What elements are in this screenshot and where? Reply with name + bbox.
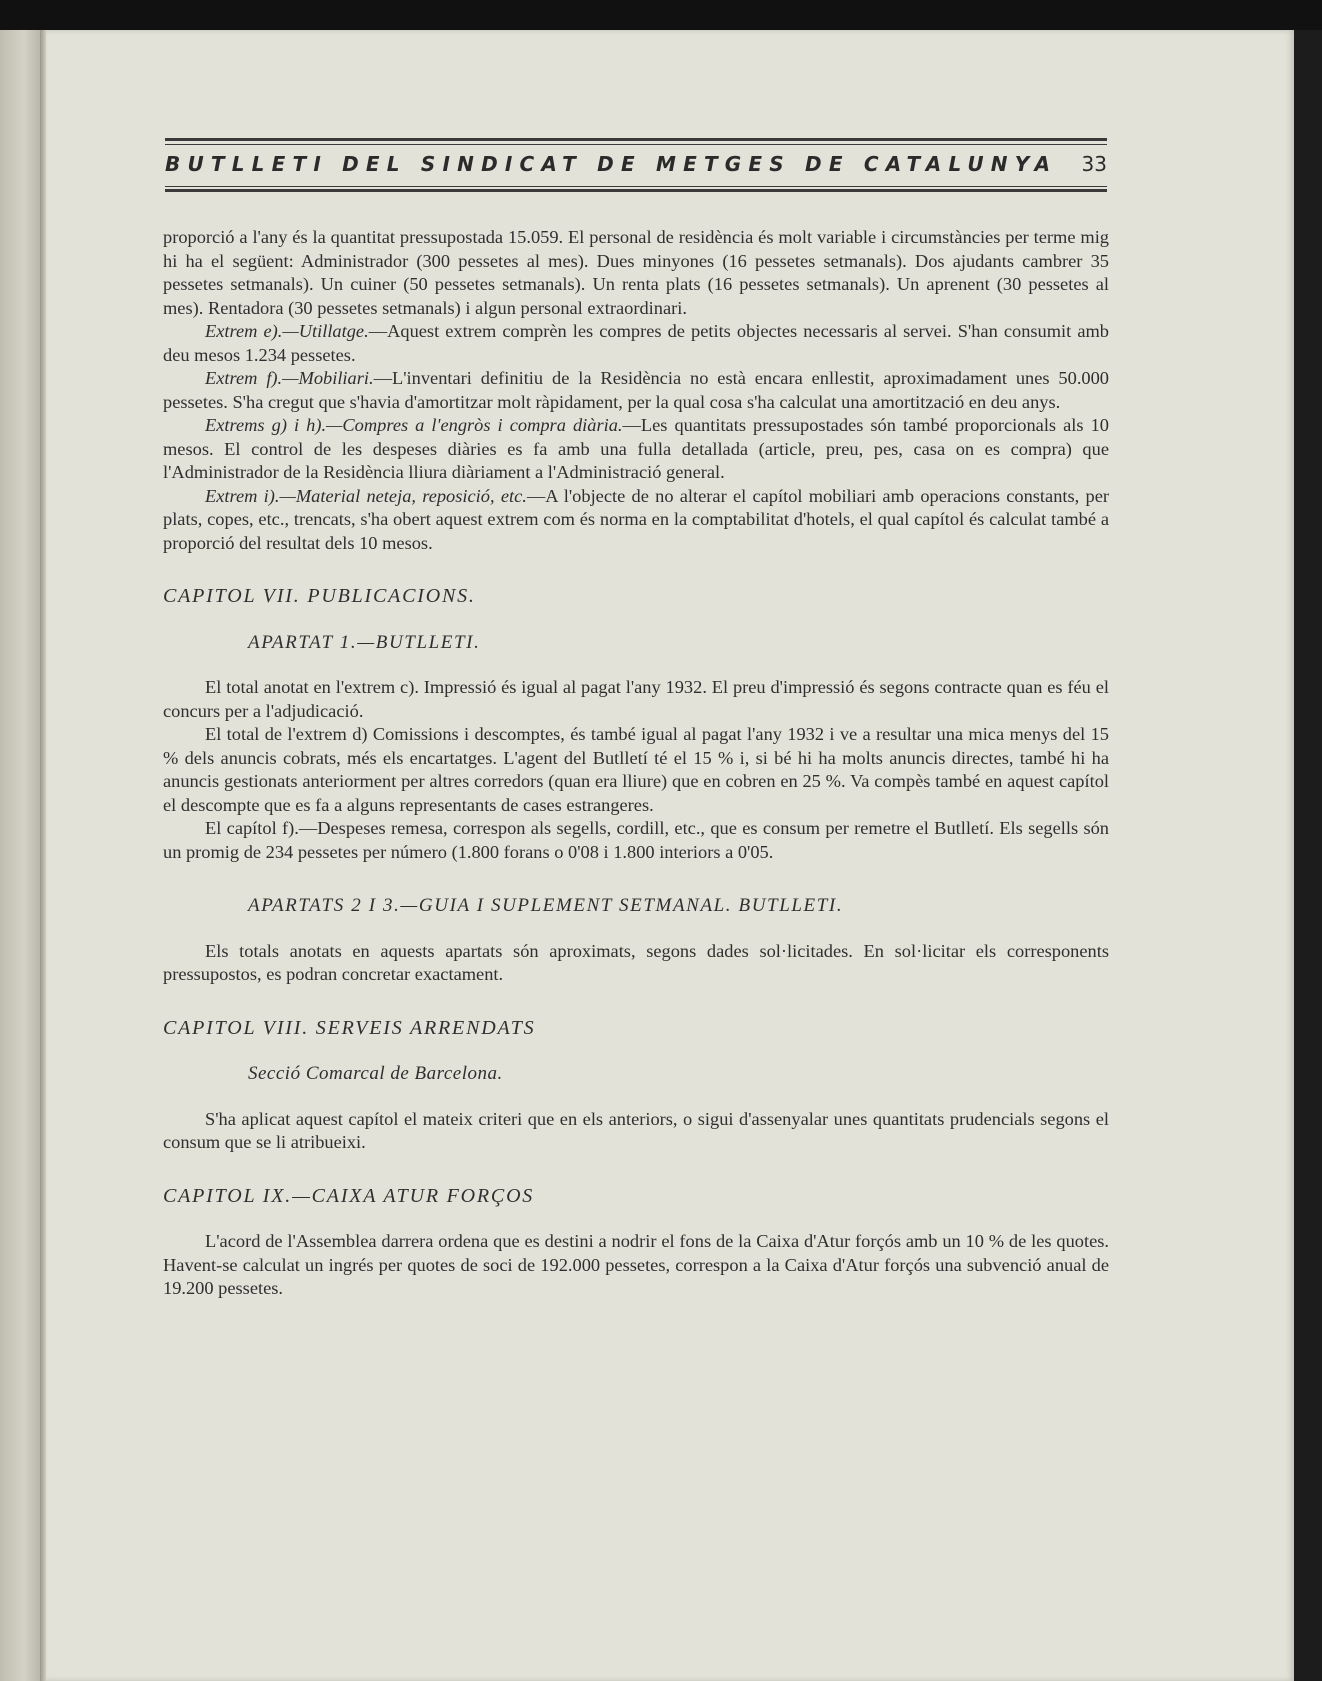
heading-apartats-2-3: APARTATS 2 I 3.—GUIA I SUPLEMENT SETMANAL. BUTLLETI. xyxy=(248,895,844,916)
paragraph-extrems-g-h xyxy=(163,414,1109,485)
heading-apartat-1: APARTAT 1.—BUTLLETI. xyxy=(248,631,481,653)
paragraph-remesa: El capítol f).—Despeses remesa, correspon als segells, cordill, etc., que es consum per remetre el Butlletí. Els segells són un promig de 234 pessetes per número (1.800 forans o 0'08 i 1.800 interiors a 0'05. xyxy=(163,818,1109,862)
paragraph-personal: proporció a l'any és la quantitat pressupostada 15.059. El personal de residència és molt variable i circumstàncies per terme mig hi ha el següent: Administrador (300 pessetes al mes). Dues minyones (16 pessetes setmanals). Dos ajudants cambrer 35 pessetes setmanals). Un cuiner (50 pessetes setmanals). Un renta plats (16 pessetes setmanals). Un aprenent (30 pessetes al mes). Rentadora (30 pessetes setmanals) i algun personal extraordinari. xyxy=(163,227,1109,318)
paragraph-extrem-f xyxy=(163,367,1109,414)
header-rule-top-thin xyxy=(165,144,1107,145)
header-rule-bottom-thin xyxy=(165,186,1107,187)
extrem-f-label: Extrem f).—Mobiliari. xyxy=(205,368,374,388)
extrem-e-text: —Aquest extrem comprèn les compres de petits objectes necessaris al servei. S'han consumit amb deu mesos 1.234 pessetes. xyxy=(163,321,1109,365)
scan-top-border xyxy=(0,0,1322,30)
paragraph-comissions: El total de l'extrem d) Comissions i descomptes, és també igual al pagat l'any 1932 i ve a resultar una mica menys del 15 % dels anuncis cobrats, més els encartatges. L'agent del Butlletí té el 15 % i, si bé hi ha molts anuncis directes, també hi ha anuncis gestionats anteriorment per altres corredors (quan era lliure) que en cobren en 25 %. Va compès també en aquest capítol el descompte que es fa a alguns representants de cases estrangeres. xyxy=(163,724,1109,815)
extrems-g-h-label: Extrems g) i h).—Compres a l'engròs i compra diària. xyxy=(205,415,623,435)
paragraph-caixa-atur: L'acord de l'Assemblea darrera ordena que es destini a nodrir el fons de la Caixa d'Atur forçós amb un 10 % de les quotes. Havent-se calculat un ingrés per quotes de soci de 192.000 pessetes, correspon a la Caixa d'Atur forçós una subvenció anual de 19.200 pessetes. xyxy=(163,1231,1109,1298)
journal-title: BUTLLETI DEL SINDICAT DE METGES DE CATALUNYA xyxy=(165,152,1058,176)
heading-capitol-vii: CAPITOL VII. PUBLICACIONS. xyxy=(163,585,476,607)
paragraph-extrem-i xyxy=(163,485,1109,556)
heading-capitol-viii: CAPITOL VIII. SERVEIS ARRENDATS xyxy=(163,1016,536,1039)
extrem-e-label: Extrem e).—Utillatge. xyxy=(205,321,369,341)
running-header xyxy=(165,138,1107,196)
extrems-g-h-text: —Les quantitats pressupostades són també proporcionals als 10 mesos. El control de les despeses diàries es fa amb una fulla detallada (article, preu, pes, casa on es compra) que l'Administrador de la Residència lliura diàriament a l'Administració general. xyxy=(163,415,1109,482)
heading-capitol-ix: CAPITOL IX.—CAIXA ATUR FORÇOS xyxy=(163,1184,535,1207)
page-number: 33 xyxy=(1081,152,1107,176)
header-rule-top xyxy=(165,138,1107,141)
scan-right-border xyxy=(1294,30,1322,1681)
header-rule-bottom xyxy=(165,189,1107,192)
paragraph-extrem-e xyxy=(163,320,1109,367)
extrem-f-text: —L'inventari definitiu de la Residència no està encara enllestit, aproximadament unes 50.000 pessetes. S'ha cregut que s'havia d'amortitzar molt ràpidament, per la qual cosa s'ha calculat una amortització en deu anys. xyxy=(163,368,1110,412)
paragraph-impressio: El total anotat en l'extrem c). Impressió és igual al pagat l'any 1932. El preu d'impressió és segons contracte quan es féu el concurs per a l'adjudicació. xyxy=(163,677,1109,721)
page-body xyxy=(163,226,1109,1301)
paragraph-serveis-criteri: S'ha aplicat aquest capítol el mateix criteri que en els anteriors, o sigui d'assenyalar unes quantitats prudencials segons el consum que se li atribueixi. xyxy=(163,1108,1109,1152)
paragraph-apartats-totals: Els totals anotats en aquests apartats són aproximats, segons dades sol·licitades. En sol·licitar els corresponents pressupostos, es podran concretar exactament. xyxy=(163,940,1109,984)
heading-seccio-comarcal: Secció Comarcal de Barcelona. xyxy=(248,1063,503,1084)
extrem-i-label: Extrem i).—Material neteja, reposició, etc. xyxy=(205,485,527,506)
previous-page-edge xyxy=(0,30,40,1681)
extrem-i-text: —A l'objecte de no alterar el capítol mobiliari amb operacions constants, per plats, copes, etc., trencats, s'ha obert aquest extrem com és norma en la comptabilitat d'hotels, el qual capítol és calculat també a proporció del resultat dels 10 mesos. xyxy=(163,485,1109,553)
